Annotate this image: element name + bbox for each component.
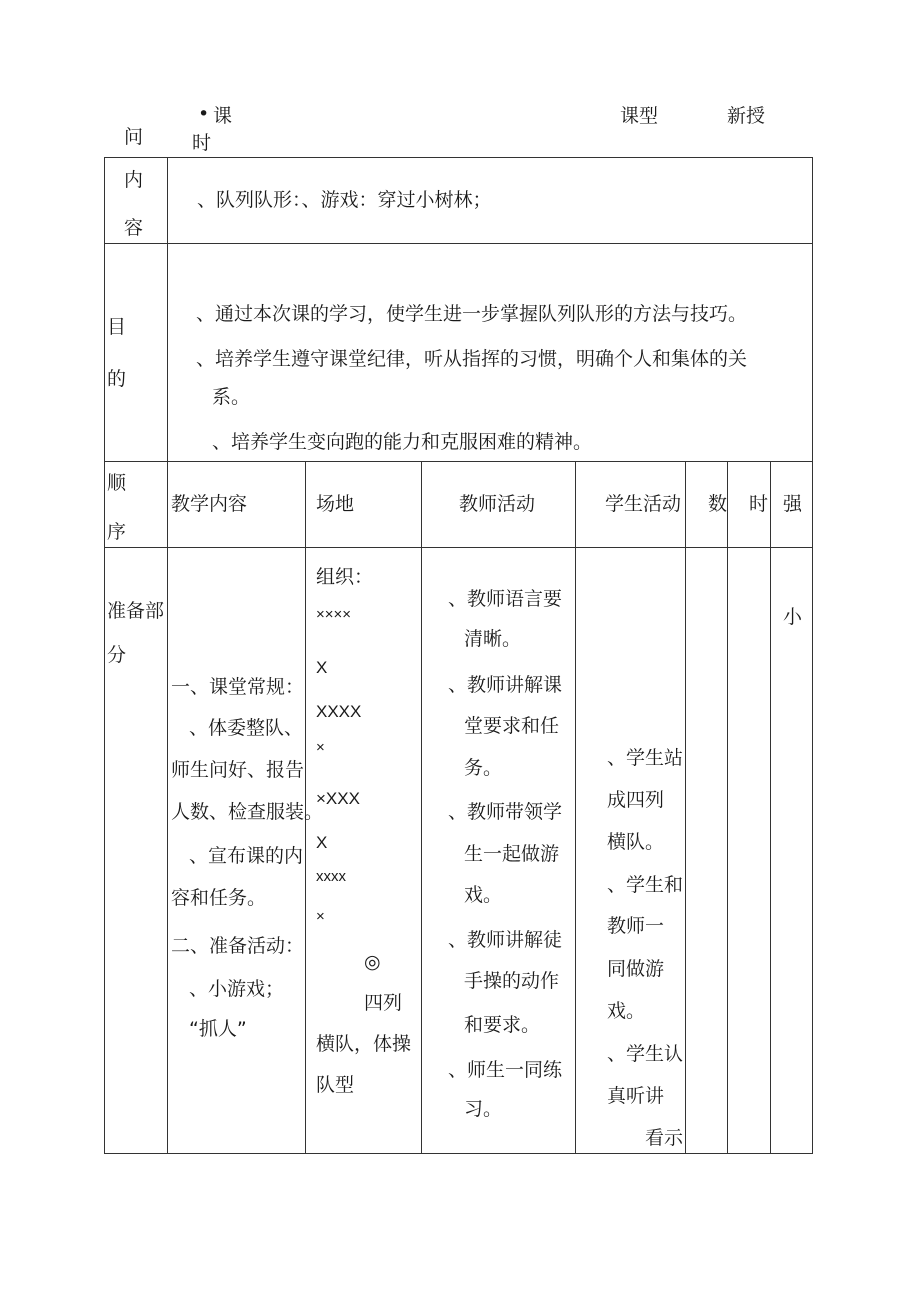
prep-content-line: “抓人” [189, 1018, 247, 1040]
col-content: 教学内容 [171, 493, 248, 515]
grid-line [104, 157, 105, 1154]
prep-section-1: 准备部 [107, 600, 165, 622]
grid-line [104, 461, 813, 462]
col-order-1: 顺 [107, 472, 127, 494]
formation-line: XXXX [316, 702, 362, 721]
student-activity-line: 、学生和 [607, 874, 684, 896]
teacher-activity-line: 、教师讲解课 [448, 674, 563, 696]
grid-line [104, 1153, 813, 1154]
student-activity-line: 、学生站 [607, 747, 684, 769]
grid-line [104, 157, 813, 158]
goal-label-2: 的 [107, 368, 127, 390]
prep-content-line: 、体委整队、 [189, 717, 304, 739]
grid-line [685, 461, 686, 1154]
col-count: 数 [708, 493, 728, 515]
student-activity-line: 看示 [645, 1127, 684, 1149]
header-dot: • [198, 103, 210, 125]
prep-content-line: 、小游戏； [189, 978, 285, 1000]
lesson-type-value: 新授 [727, 105, 766, 127]
prep-content-line: 师生问好、报告 [171, 759, 305, 781]
student-activity-line: 横队。 [607, 831, 665, 853]
content-label-2: 容 [124, 217, 144, 239]
venue-title: 组织： [316, 566, 374, 588]
prep-intensity: 小 [783, 606, 803, 628]
goal-item-2: 、培养学生遵守课堂纪律，听从指挥的习惯，明确个人和集体的关 [196, 348, 748, 370]
goal-item-2-cont: 系。 [212, 386, 251, 408]
grid-line [575, 461, 576, 1154]
col-time: 时 [749, 493, 769, 515]
prep-content-line: 、宣布课的内 [189, 845, 304, 867]
formation-line: × [316, 739, 325, 756]
prep-section-2: 分 [107, 644, 127, 666]
col-teacher: 教师活动 [459, 493, 536, 515]
student-activity-line: 同做游 [607, 958, 665, 980]
grid-line [104, 243, 813, 244]
header-wen: 问 [124, 126, 144, 148]
grid-line [727, 461, 728, 1154]
student-activity-line: 、学生认 [607, 1043, 684, 1065]
formation-line: X [316, 658, 328, 677]
teacher-activity-line: 习。 [464, 1098, 503, 1120]
formation-line: xxxx [316, 868, 346, 885]
prep-content-line: 二、准备活动： [171, 935, 305, 957]
grid-line [104, 547, 813, 548]
goal-label-1: 目 [107, 316, 127, 338]
teacher-activity-line: 务。 [464, 757, 503, 779]
header-shi: 时 [192, 132, 212, 154]
prep-content-line: 一、课堂常规： [171, 676, 305, 698]
goal-item-1: 、通过本次课的学习，使学生进一步掌握队列队形的方法与技巧。 [196, 303, 748, 325]
header-ke: 课 [213, 105, 233, 127]
grid-line [167, 157, 168, 1154]
grid-line [812, 157, 813, 1154]
prep-content-line: 人数、检查服装。 [171, 801, 324, 823]
teacher-activity-line: 堂要求和任 [464, 715, 560, 737]
prep-content-line: 容和任务。 [171, 887, 267, 909]
teacher-activity-line: 生一起做游 [464, 843, 560, 865]
teacher-position-symbol: ◎ [364, 951, 381, 973]
formation-line: ×××× [316, 606, 352, 623]
content-label-1: 内 [124, 169, 144, 191]
teacher-activity-line: 戏。 [464, 884, 503, 906]
col-venue: 场地 [316, 493, 355, 515]
student-activity-line: 真听讲 [607, 1085, 665, 1107]
teacher-activity-line: 、教师讲解徒 [448, 929, 563, 951]
teacher-activity-line: 、师生一同练 [448, 1059, 563, 1081]
goal-item-3: 、培养学生变向跑的能力和克服困难的精神。 [212, 431, 593, 453]
formation-line: ×XXX [316, 789, 360, 808]
grid-line [421, 461, 422, 1154]
venue-line: 队型 [316, 1074, 355, 1096]
grid-line [770, 461, 771, 1154]
venue-line: 四列 [364, 992, 403, 1014]
teacher-activity-line: 清晰。 [464, 628, 522, 650]
col-intensity: 强 [783, 493, 803, 515]
col-order-2: 序 [107, 521, 127, 543]
formation-line: X [316, 833, 328, 852]
teacher-activity-line: 、教师语言要 [448, 588, 563, 610]
content-text: 、队列队形：、游戏：穿过小树林； [197, 189, 492, 211]
venue-line: 横队，体操 [316, 1033, 412, 1055]
teacher-activity-line: 和要求。 [464, 1014, 541, 1036]
col-student: 学生活动 [605, 493, 682, 515]
lesson-type-label: 课型 [620, 105, 659, 127]
student-activity-line: 戏。 [607, 1000, 646, 1022]
student-activity-line: 教师一 [607, 915, 665, 937]
teacher-activity-line: 手操的动作 [464, 970, 560, 992]
teacher-activity-line: 、教师带领学 [448, 801, 563, 823]
formation-line: × [316, 908, 325, 925]
student-activity-line: 成四列 [607, 789, 665, 811]
